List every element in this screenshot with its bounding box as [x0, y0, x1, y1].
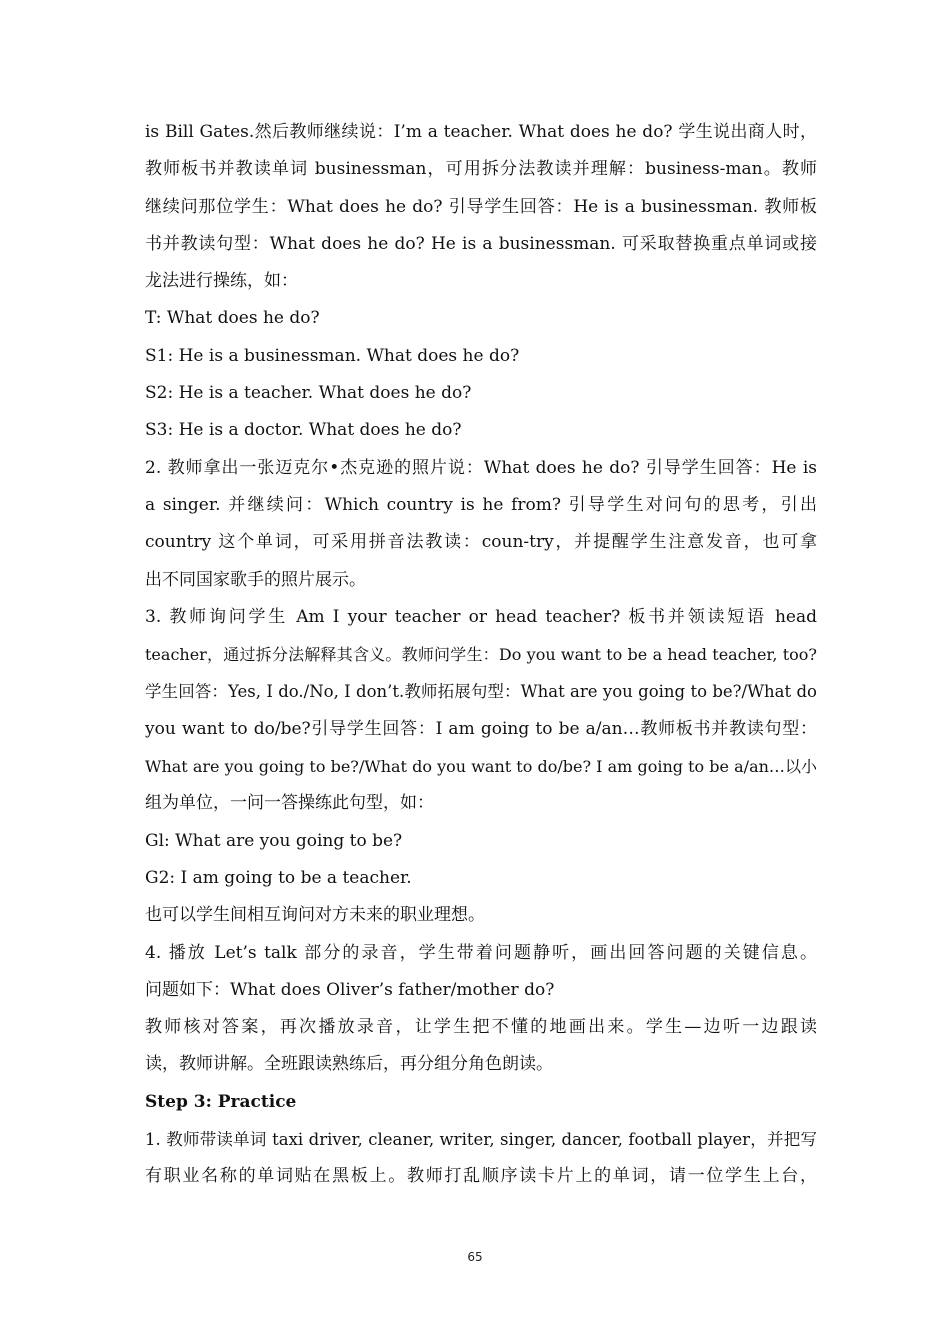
- document-body: [145, 114, 817, 1196]
- paragraph-line: 3. 教师询问学生 Am I your teacher or head teacher? 板书并领读短语 head: [145, 606, 817, 627]
- paragraph-line: 1. 教师带读单词 taxi driver, cleaner, writer, singer, dancer, football player，并把写: [145, 1130, 817, 1150]
- dialogue-line: T: What does he do?: [145, 308, 320, 329]
- paragraph-line: teacher，通过拆分法解释其含义。教师问学生：Do you want to be a head teacher, too?: [145, 645, 817, 665]
- paragraph-line: a singer. 并继续问：Which country is he from? 引导学生对问句的思考，引出: [145, 494, 817, 515]
- dialogue-line: Gl: What are you going to be?: [145, 830, 403, 851]
- paragraph-line: you want to do/be?引导学生回答：I am going to be a/an…教师板书并教读句型：: [145, 718, 817, 739]
- paragraph-line: 组为单位，一问一答操练此句型，如：: [145, 793, 434, 814]
- paragraph-line: 问题如下：What does Oliver’s father/mother do?: [145, 979, 555, 1000]
- paragraph-line: 有职业名称的单词贴在黑板上。教师打乱顺序读卡片上的单词，请一位学生上台，: [145, 1166, 817, 1187]
- dialogue-line: S1: He is a businessman. What does he do?: [145, 345, 520, 366]
- paragraph-line: 2. 教师拿出一张迈克尔•杰克逊的照片说：What does he do? 引导学生回答：He is: [145, 457, 817, 478]
- dialogue-line: G2: I am going to be a teacher.: [145, 867, 412, 888]
- paragraph-line: What are you going to be?/What do you want to do/be? I am going to be a/an…以小: [145, 757, 817, 777]
- paragraph-line: 出不同国家歌手的照片展示。: [145, 569, 366, 590]
- paragraph-line: 教师板书并教读单词 businessman，可用拆分法教读并理解：business-man。教师: [145, 159, 817, 180]
- page-number: 65: [467, 1250, 483, 1264]
- dialogue-line: S3: He is a doctor. What does he do?: [145, 420, 462, 441]
- paragraph-line: 读，教师讲解。全班跟读熟练后，再分组分角色朗读。: [145, 1054, 553, 1075]
- paragraph-line: country 这个单词，可采用拼音法教读：coun-try，并提醒学生注意发音，也可拿: [145, 532, 817, 553]
- paragraph-line: 教师核对答案，再次播放录音，让学生把不懂的地画出来。学生—边听一边跟读: [145, 1017, 817, 1038]
- paragraph-line: 继续问那位学生：What does he do? 引导学生回答：He is a businessman. 教师板: [145, 196, 817, 217]
- paragraph-line: 也可以学生间相互询问对方未来的职业理想。: [145, 905, 485, 926]
- paragraph-line: 龙法进行操练，如：: [145, 271, 298, 292]
- dialogue-line: S2: He is a teacher. What does he do?: [145, 383, 472, 404]
- paragraph-line: 书并教读句型：What does he do? He is a businessman. 可采取替换重点单词或接: [145, 233, 817, 254]
- paragraph-line: 4. 播放 Let’s talk 部分的录音，学生带着问题静听，画出回答问题的关键信息。: [145, 942, 817, 963]
- section-heading: Step 3: Practice: [145, 1091, 297, 1112]
- paragraph-line: 学生回答：Yes, I do./No, I don’t.教师拓展句型：What are you going to be?/What do: [145, 682, 817, 702]
- paragraph-line: is Bill Gates.然后教师继续说：I’m a teacher. What does he do? 学生说出商人时，: [145, 122, 817, 142]
